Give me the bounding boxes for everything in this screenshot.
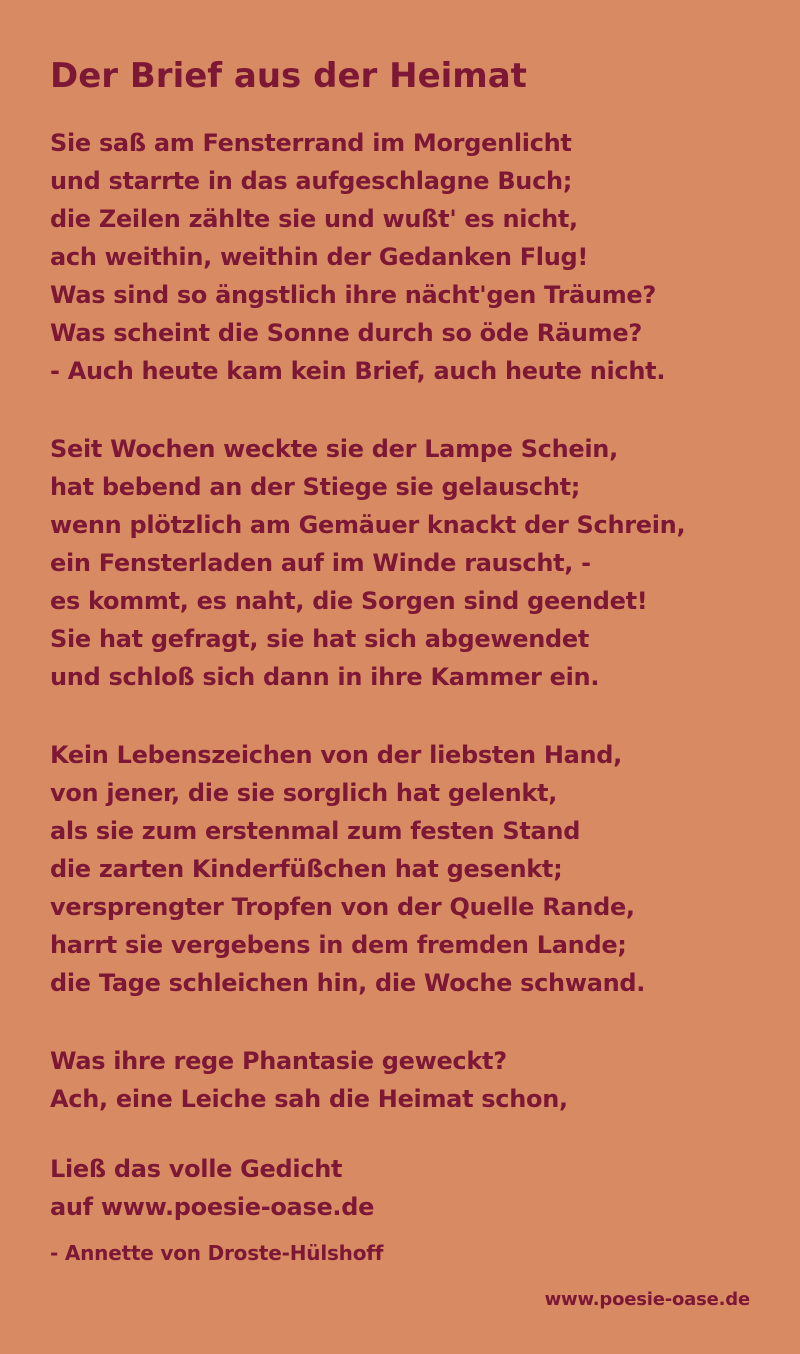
invite-line: auf www.poesie-oase.de	[50, 1193, 375, 1221]
poem-line: und schloß sich dann in ihre Kammer ein.	[50, 663, 600, 691]
website-url: www.poesie-oase.de	[544, 1289, 750, 1310]
poem-line: die zarten Kinderfüßchen hat gesenkt;	[50, 855, 563, 883]
poem-line: hat bebend an der Stiege sie gelauscht;	[50, 473, 581, 501]
poem-line: Kein Lebenszeichen von der liebsten Hand,	[50, 741, 622, 769]
full-poem-invite	[50, 1150, 450, 1226]
poem-line: als sie zum erstenmal zum festen Stand	[50, 817, 581, 845]
poem-line: von jener, die sie sorglich hat gelenkt,	[50, 779, 558, 807]
author-name: - Annette von Droste-Hülshoff	[50, 1241, 384, 1265]
poem-line: Sie hat gefragt, sie hat sich abgewendet	[50, 625, 590, 653]
stanza-4	[50, 1042, 770, 1118]
poem-line: und starrte in das aufgeschlagne Buch;	[50, 167, 573, 195]
poem-line: - Auch heute kam kein Brief, auch heute nicht.	[50, 357, 666, 385]
stanza-1	[50, 124, 770, 390]
poem-line: Was scheint die Sonne durch so öde Räume?	[50, 319, 642, 347]
poem-line: Was ihre rege Phantasie geweckt?	[50, 1047, 507, 1075]
poem-line: die Tage schleichen hin, die Woche schwand.	[50, 969, 646, 997]
poem-line: ein Fensterladen auf im Winde rauscht, -	[50, 549, 591, 577]
poem-body	[50, 124, 770, 1158]
poem-line: versprengter Tropfen von der Quelle Rande,	[50, 893, 635, 921]
poem-line: wenn plötzlich am Gemäuer knackt der Schrein,	[50, 511, 686, 539]
invite-line: Ließ das volle Gedicht	[50, 1155, 343, 1183]
poem-title: Der Brief aus der Heimat	[50, 56, 527, 96]
stanza-3	[50, 736, 770, 1002]
poem-line: die Zeilen zählte sie und wußt' es nicht,	[50, 205, 578, 233]
poem-line: ach weithin, weithin der Gedanken Flug!	[50, 243, 589, 271]
poem-line: Seit Wochen weckte sie der Lampe Schein,	[50, 435, 618, 463]
poem-line: Was sind so ängstlich ihre nächt'gen Träume?	[50, 281, 657, 309]
poem-line: Sie saß am Fensterrand im Morgenlicht	[50, 129, 572, 157]
poem-line: harrt sie vergebens in dem fremden Lande;	[50, 931, 627, 959]
stanza-2	[50, 430, 770, 696]
poem-line: Ach, eine Leiche sah die Heimat schon,	[50, 1085, 568, 1113]
poem-line: es kommt, es naht, die Sorgen sind geendet!	[50, 587, 648, 615]
